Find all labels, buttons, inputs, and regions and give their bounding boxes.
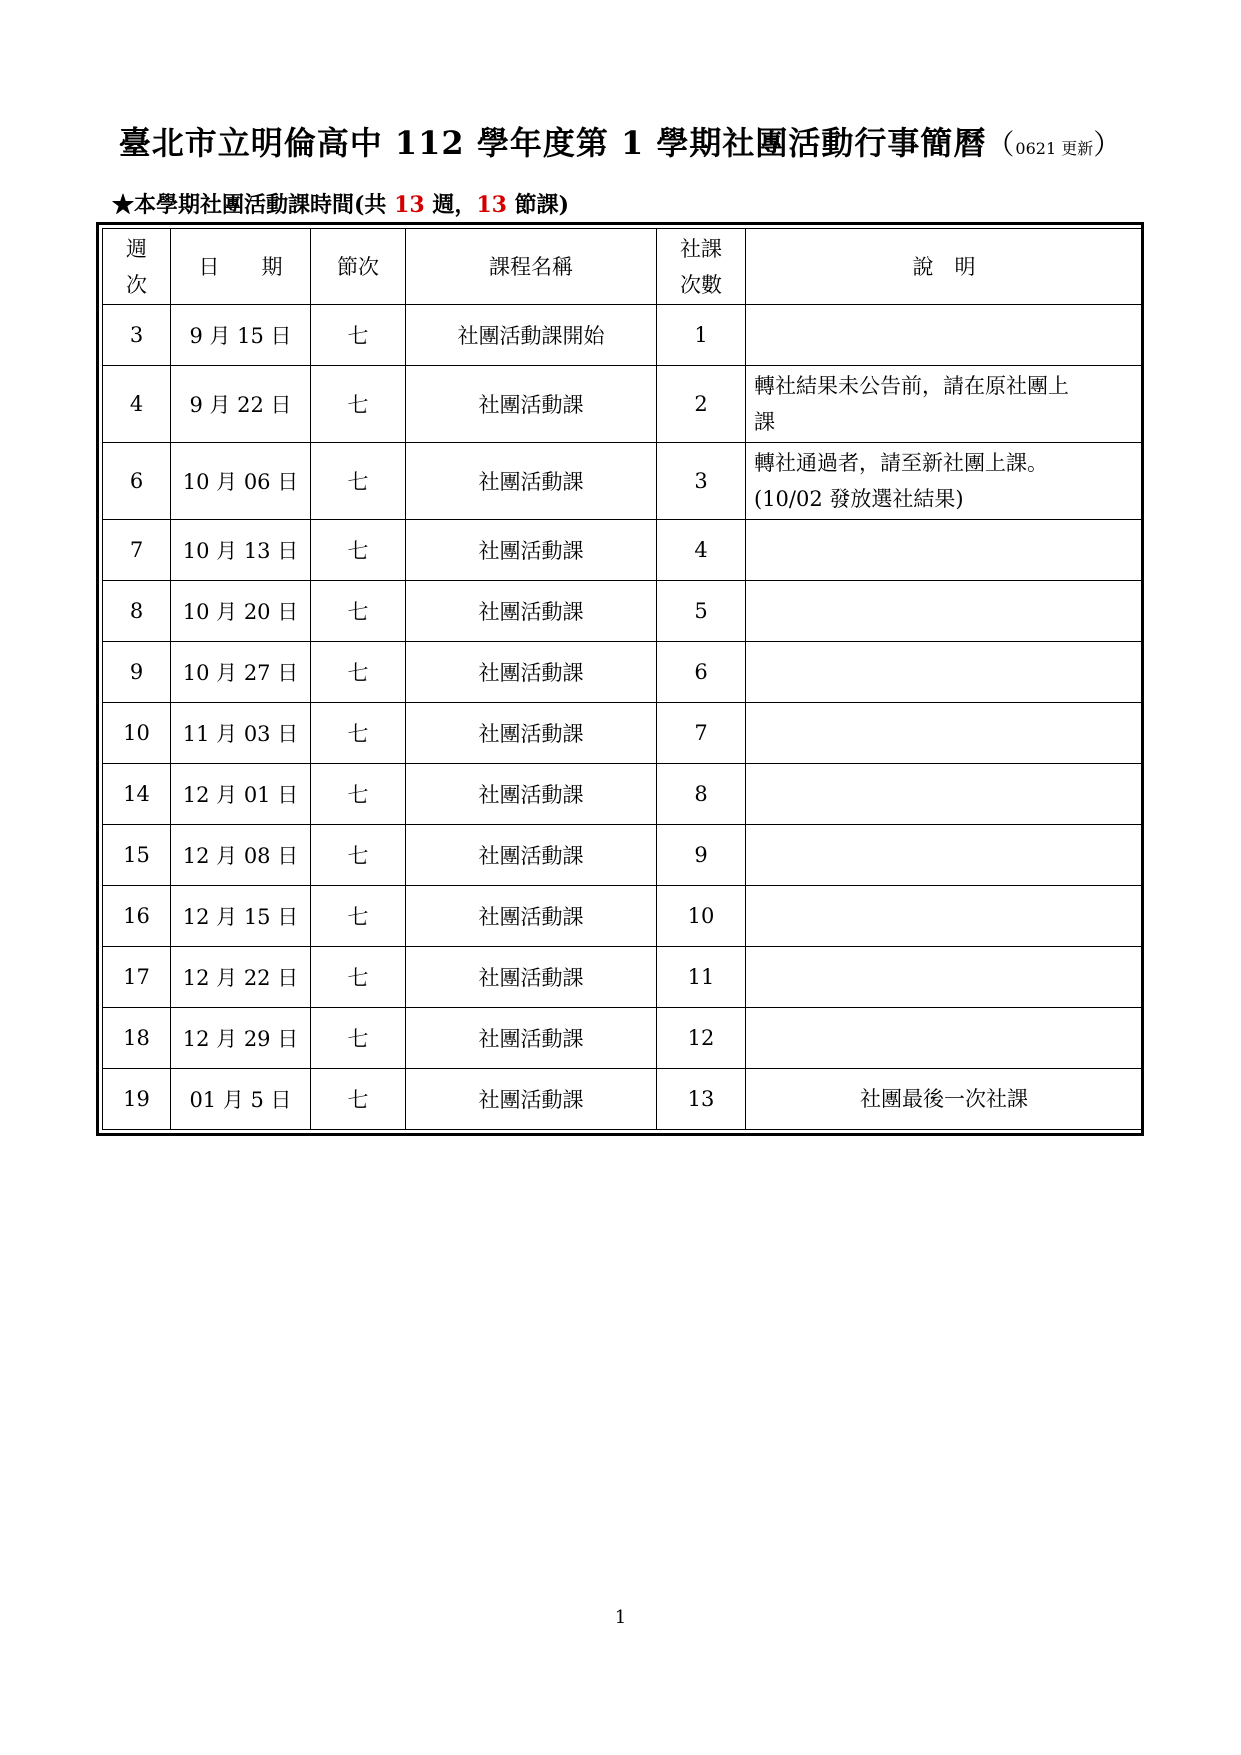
cell-count: 12: [657, 1008, 746, 1069]
cell-period: 七: [311, 520, 406, 581]
table-header-row: [103, 229, 1143, 305]
cell-date: 10 月 13 日: [171, 520, 311, 581]
table-row: [103, 366, 1143, 443]
cell-count: 4: [657, 520, 746, 581]
header-count-line1: 社課: [680, 236, 722, 261]
cell-course: 社團活動課: [406, 703, 657, 764]
cell-count: 6: [657, 642, 746, 703]
description-line2: (10/02 發放選社結果): [754, 487, 964, 511]
cell-description: [746, 1069, 1143, 1130]
cell-date: 10 月 20 日: [171, 581, 311, 642]
cell-course: 社團活動課: [406, 443, 657, 520]
header-date: 日 期: [171, 229, 311, 305]
cell-course: 社團活動課: [406, 520, 657, 581]
cell-date: 9 月 15 日: [171, 305, 311, 366]
cell-description: [746, 443, 1143, 520]
cell-date: 12 月 22 日: [171, 947, 311, 1008]
description-line2: 課: [754, 410, 775, 434]
table-row: [103, 642, 1143, 703]
title-main: 臺北市立明倫高中 112 學年度第 1 學期社團活動行事簡曆: [118, 124, 987, 162]
cell-period: 七: [311, 366, 406, 443]
cell-count: 13: [657, 1069, 746, 1130]
cell-week: 16: [103, 886, 171, 947]
cell-period: 七: [311, 581, 406, 642]
title-paren-close: ）: [1093, 128, 1123, 161]
cell-week: 8: [103, 581, 171, 642]
cell-description: [746, 825, 1143, 886]
header-week-line1: 週: [126, 236, 147, 261]
table-row: [103, 825, 1143, 886]
cell-count: 10: [657, 886, 746, 947]
cell-week: 18: [103, 1008, 171, 1069]
cell-date: 01 月 5 日: [171, 1069, 311, 1130]
cell-date: 11 月 03 日: [171, 703, 311, 764]
header-period: 節次: [311, 229, 406, 305]
title-update-note: 0621 更新: [1015, 139, 1094, 158]
cell-date: 12 月 15 日: [171, 886, 311, 947]
cell-date: 10 月 27 日: [171, 642, 311, 703]
cell-description: [746, 764, 1143, 825]
header-count: [657, 229, 746, 305]
cell-period: 七: [311, 703, 406, 764]
cell-count: 8: [657, 764, 746, 825]
summary-middle: 週，: [424, 192, 477, 218]
cell-course: 社團活動課: [406, 366, 657, 443]
table-row: [103, 886, 1143, 947]
description-line1: 轉社通過者，請至新社團上課。: [754, 451, 1048, 475]
cell-period: 七: [311, 642, 406, 703]
summary-weeks: 13: [394, 192, 425, 218]
semester-summary: [112, 188, 569, 219]
cell-week: 15: [103, 825, 171, 886]
cell-count: 3: [657, 443, 746, 520]
cell-period: 七: [311, 886, 406, 947]
cell-count: 5: [657, 581, 746, 642]
cell-course: 社團活動課: [406, 947, 657, 1008]
cell-count: 9: [657, 825, 746, 886]
table-row: [103, 703, 1143, 764]
cell-date: 12 月 01 日: [171, 764, 311, 825]
cell-period: 七: [311, 443, 406, 520]
cell-period: 七: [311, 825, 406, 886]
cell-description: [746, 1008, 1143, 1069]
table-row: [103, 1069, 1143, 1130]
cell-course: 社團活動課: [406, 764, 657, 825]
page-title: [0, 118, 1241, 164]
cell-description: [746, 642, 1143, 703]
cell-description: [746, 305, 1143, 366]
cell-course: 社團活動課: [406, 1069, 657, 1130]
cell-date: 12 月 29 日: [171, 1008, 311, 1069]
header-count-line2: 次數: [680, 272, 722, 297]
cell-date: 10 月 06 日: [171, 443, 311, 520]
cell-description: [746, 886, 1143, 947]
cell-count: 1: [657, 305, 746, 366]
table-row: [103, 947, 1143, 1008]
table-row: [103, 1008, 1143, 1069]
table-row: [103, 764, 1143, 825]
header-course: 課程名稱: [406, 229, 657, 305]
cell-course: 社團活動課: [406, 886, 657, 947]
schedule-table-frame: [96, 222, 1144, 1136]
cell-week: 4: [103, 366, 171, 443]
table-row: [103, 305, 1143, 366]
description-line1: 社團最後一次社課: [860, 1087, 1028, 1111]
cell-period: 七: [311, 305, 406, 366]
cell-date: 12 月 08 日: [171, 825, 311, 886]
table-row: [103, 520, 1143, 581]
cell-description: [746, 947, 1143, 1008]
description-line1: 轉社結果未公告前，請在原社團上: [754, 374, 1069, 398]
cell-period: 七: [311, 764, 406, 825]
cell-period: 七: [311, 947, 406, 1008]
cell-course: 社團活動課: [406, 642, 657, 703]
cell-count: 11: [657, 947, 746, 1008]
cell-week: 3: [103, 305, 171, 366]
cell-description: [746, 703, 1143, 764]
cell-period: 七: [311, 1008, 406, 1069]
cell-week: 14: [103, 764, 171, 825]
summary-suffix: 節課): [507, 192, 570, 218]
title-paren-open: （: [986, 128, 1016, 161]
cell-week: 17: [103, 947, 171, 1008]
cell-course: 社團活動課: [406, 825, 657, 886]
table-row: [103, 581, 1143, 642]
cell-description: [746, 366, 1143, 443]
table-row: [103, 443, 1143, 520]
summary-prefix: ★本學期社團活動課時間(共: [112, 192, 395, 218]
cell-week: 7: [103, 520, 171, 581]
cell-description: [746, 581, 1143, 642]
header-description: 說 明: [746, 229, 1143, 305]
header-week: [103, 229, 171, 305]
summary-periods: 13: [476, 192, 507, 218]
cell-count: 7: [657, 703, 746, 764]
schedule-table: [102, 228, 1143, 1130]
cell-description: [746, 520, 1143, 581]
cell-course: 社團活動課開始: [406, 305, 657, 366]
cell-count: 2: [657, 366, 746, 443]
header-week-line2: 次: [126, 272, 147, 297]
cell-course: 社團活動課: [406, 581, 657, 642]
cell-period: 七: [311, 1069, 406, 1130]
cell-date: 9 月 22 日: [171, 366, 311, 443]
cell-week: 9: [103, 642, 171, 703]
cell-week: 19: [103, 1069, 171, 1130]
cell-week: 6: [103, 443, 171, 520]
cell-course: 社團活動課: [406, 1008, 657, 1069]
cell-week: 10: [103, 703, 171, 764]
page-number: 1: [614, 1607, 627, 1628]
